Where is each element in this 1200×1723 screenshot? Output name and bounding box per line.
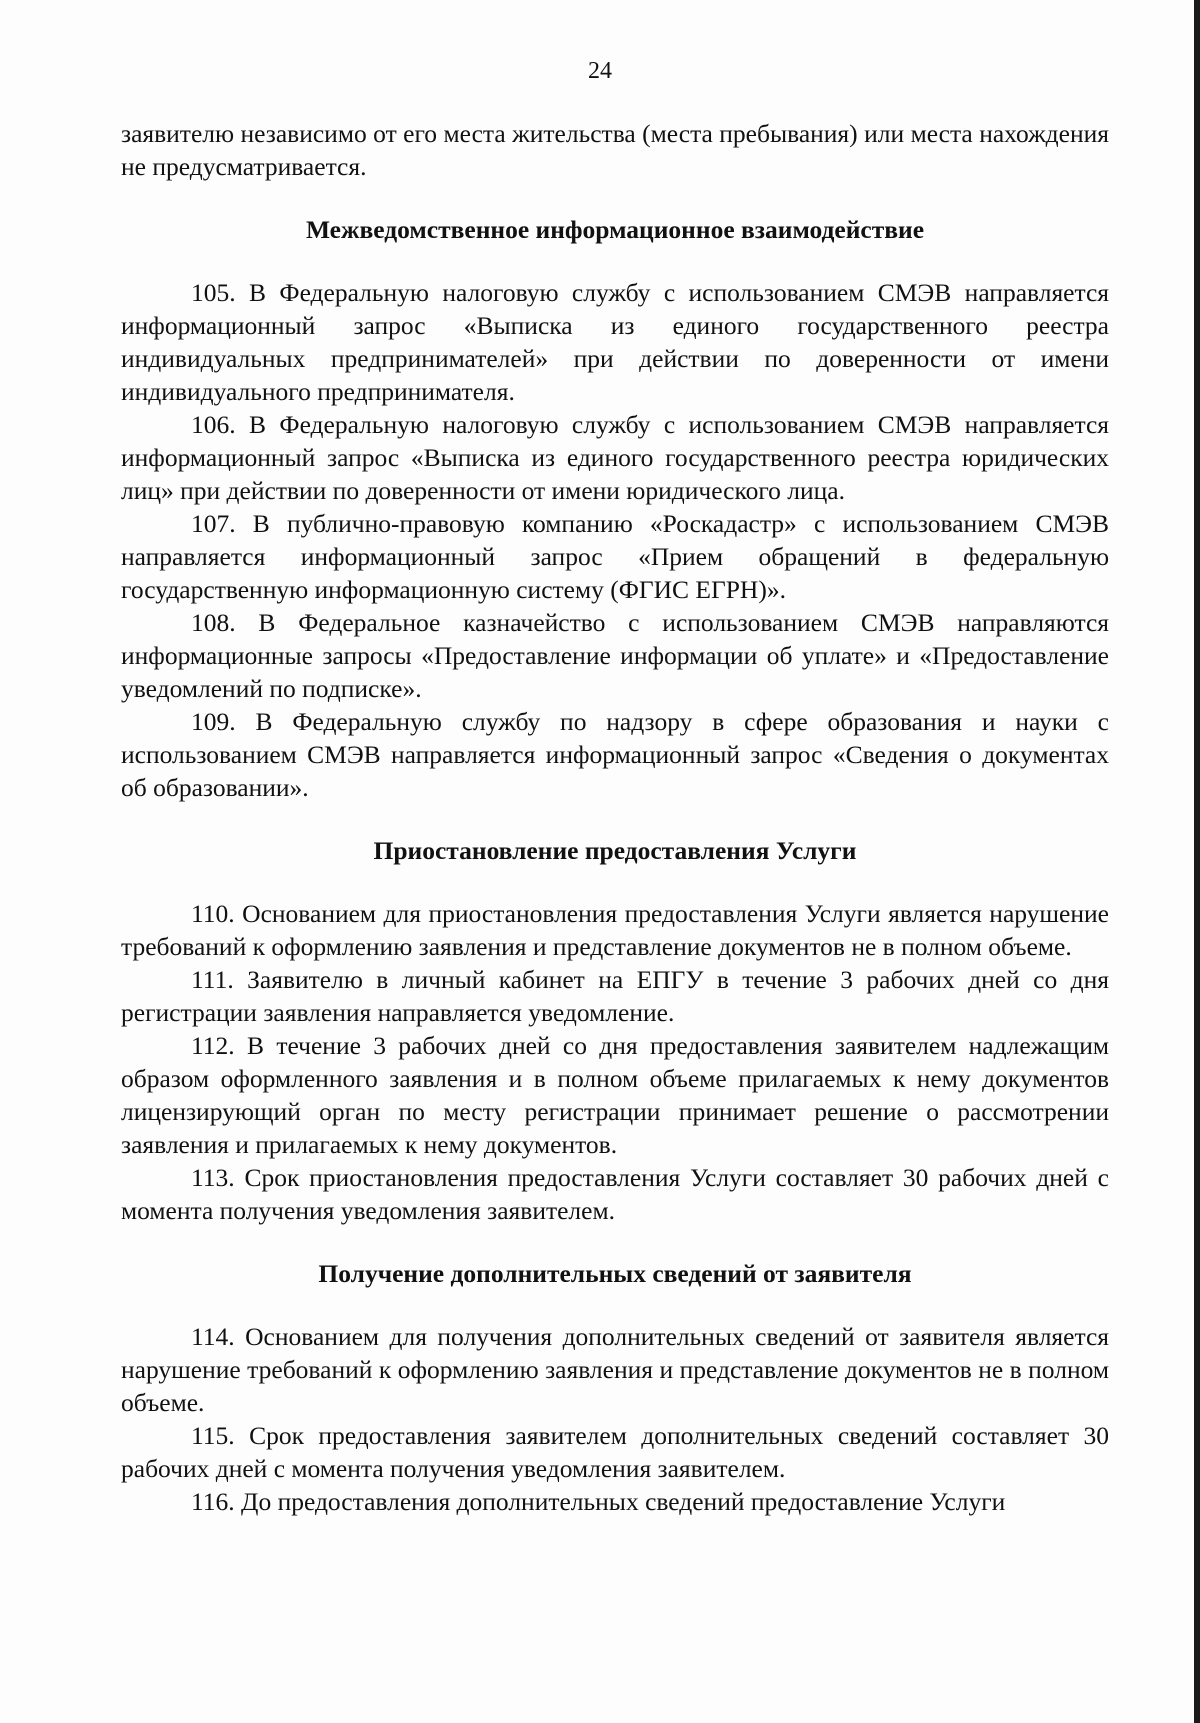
paragraph-116: 116. До предоставления дополнительных сведений предоставление Услуги: [191, 1487, 1006, 1516]
paragraph-111: 111. Заявителю в личный кабинет на ЕПГУ в течение 3 рабочих дней со дня регистрации заявления направляется уведомление.: [121, 965, 1109, 1027]
section-heading-additional-info: Получение дополнительных сведений от заявителя: [318, 1259, 912, 1288]
paragraph-112: 112. В течение 3 рабочих дней со дня предоставления заявителем надлежащим образом оформленного заявления и в полном объеме прилагаемых к нему документов лицензирующий орган по месту регистрации принимает решение о рассмотрении заявления и прилагаемых к нему документов.: [121, 1031, 1109, 1159]
intro-paragraph: заявителю независимо от его места жительства (места пребывания) или места нахождения не предусматривается.: [121, 119, 1109, 181]
paragraph-108: 108. В Федеральное казначейство с использованием СМЭВ направляются информационные запросы «Предоставление информации об уплате» и «Предоставление уведомлений по подписке».: [121, 608, 1109, 703]
paragraph-115: 115. Срок предоставления заявителем дополнительных сведений составляет 30 рабочих дней с момента получения уведомления заявителем.: [121, 1421, 1109, 1483]
document-body: [121, 117, 1109, 1518]
paragraph-105: 105. В Федеральную налоговую службу с использованием СМЭВ направляется информационный запрос «Выписка из единого государственного реестра индивидуальных предпринимателей» при действии по доверенности от имени индивидуального предпринимателя.: [121, 278, 1109, 406]
paragraph-109: 109. В Федеральную службу по надзору в сфере образования и науки с использованием СМЭВ направляется информационный запрос «Сведения о документах об образовании».: [121, 707, 1109, 802]
paragraph-107: 107. В публично-правовую компанию «Роскадастр» с использованием СМЭВ направляется информационный запрос «Прием обращений в федеральную государственную информационную систему (ФГИС ЕГРН)».: [121, 509, 1109, 604]
page-number: 24: [588, 58, 612, 84]
section-heading-interagency: Межведомственное информационное взаимодействие: [305, 215, 925, 244]
section-heading-suspension: Приостановление предоставления Услуги: [373, 836, 857, 865]
paragraph-114: 114. Основанием для получения дополнительных сведений от заявителя является нарушение требований к оформлению заявления и представление документов не в полном объеме.: [121, 1322, 1109, 1417]
paragraph-106: 106. В Федеральную налоговую службу с использованием СМЭВ направляется информационный запрос «Выписка из единого государственного реестра юридических лиц» при действии по доверенности от имени юридического лица.: [121, 410, 1109, 505]
paragraph-113: 113. Срок приостановления предоставления Услуги составляет 30 рабочих дней с момента получения уведомления заявителем.: [121, 1163, 1109, 1225]
paragraph-110: 110. Основанием для приостановления предоставления Услуги является нарушение требований к оформлению заявления и представление документов не в полном объеме.: [121, 899, 1109, 961]
page-edge-shadow: [1194, 0, 1200, 1723]
